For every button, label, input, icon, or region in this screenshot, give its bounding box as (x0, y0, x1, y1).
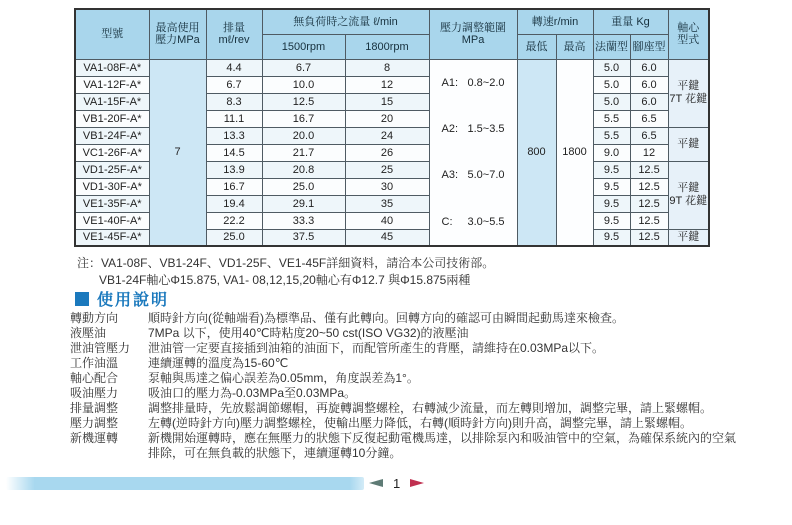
weight-foot-cell: 12.5 (630, 229, 668, 246)
flow-1800-cell: 26 (345, 144, 429, 161)
pressure-range-item: A2: 1.5~3.5 (441, 123, 505, 136)
model-cell: VE1-40F-A* (75, 212, 149, 229)
flow-1500-cell: 20.0 (262, 127, 345, 144)
usage-label: 泄油管壓力 (70, 341, 131, 355)
header-max-pressure (149, 9, 206, 59)
header-displacement-line1: 排量 (223, 22, 245, 35)
blue-square-icon (75, 292, 89, 306)
displacement-cell: 11.1 (206, 110, 262, 127)
flow-1800-cell: 30 (345, 178, 429, 195)
model-cell: VA1-12F-A* (75, 76, 149, 93)
flow-1800-cell: 20 (345, 110, 429, 127)
weight-flange-cell: 5.5 (593, 110, 630, 127)
usage-label: 軸心配合 (70, 371, 119, 385)
usage-label: 壓力調整 (70, 416, 119, 430)
header-pressure-range-line1: 壓力調整範圍 (440, 22, 506, 35)
displacement-cell: 19.4 (206, 195, 262, 212)
weight-flange-cell: 5.0 (593, 76, 630, 93)
usage-row (70, 416, 738, 431)
header-weight-foot: 腳座型 (630, 34, 668, 59)
speed-max-cell: 1800 (556, 59, 593, 246)
header-displacement (206, 9, 262, 59)
pressure-range-cell (429, 59, 517, 246)
shaft-type-line: 9T 花鍵 (669, 195, 708, 207)
model-cell: VC1-26F-A* (75, 144, 149, 161)
usage-section-header (75, 287, 169, 310)
shaft-type-cell (668, 161, 709, 229)
flow-1500-cell: 37.5 (262, 229, 345, 246)
usage-text: 順時針方向(從軸端看)為標準品、僅有此轉向。回轉方向的確認可由瞬間起動馬達來檢查。 (148, 311, 624, 325)
weight-flange-cell: 9.0 (593, 144, 630, 161)
flow-1800-cell: 12 (345, 76, 429, 93)
flow-1500-cell: 12.5 (262, 93, 345, 110)
header-flow: 無負荷時之流量 ℓ/min (262, 9, 429, 34)
pressure-range-item: A3: 5.0~7.0 (441, 169, 505, 182)
flow-1800-cell: 8 (345, 59, 429, 76)
displacement-cell: 13.3 (206, 127, 262, 144)
usage-row (70, 341, 738, 356)
displacement-cell: 16.7 (206, 178, 262, 195)
flow-1500-cell: 21.7 (262, 144, 345, 161)
usage-label: 工作油溫 (70, 356, 119, 370)
usage-label: 吸油壓力 (70, 386, 119, 400)
model-cell: VB1-24F-A* (75, 127, 149, 144)
weight-flange-cell: 5.0 (593, 93, 630, 110)
displacement-cell: 14.5 (206, 144, 262, 161)
flow-1500-cell: 16.7 (262, 110, 345, 127)
usage-row (70, 401, 738, 416)
spec-table-body (75, 59, 709, 246)
flow-1800-cell: 40 (345, 212, 429, 229)
flow-1500-cell: 20.8 (262, 161, 345, 178)
weight-flange-cell: 9.5 (593, 178, 630, 195)
model-cell: VD1-30F-A* (75, 178, 149, 195)
usage-label: 液壓油 (70, 326, 107, 340)
flow-1800-cell: 25 (345, 161, 429, 178)
note-line-1: 注：VA1-08F、VB1-24F、VD1-25F、VE1-45F詳細資料，請洽本公司技術部。 (77, 256, 495, 270)
weight-foot-cell: 12 (630, 144, 668, 161)
usage-text: 左轉(逆時針方向)壓力調整螺栓，使輸出壓力降低，右轉(順時針方向)則升高，調整完畢，請上緊螺帽。 (148, 416, 692, 430)
header-speed: 轉速r/min (517, 9, 593, 34)
note-line-2: VB1-24F軸心Φ15.875, VA1- 08,12,15,20軸心有Φ12.7 與Φ15.875兩種 (99, 273, 471, 287)
usage-row (70, 326, 738, 341)
weight-flange-cell: 5.5 (593, 127, 630, 144)
header-weight: 重量 Kg (593, 9, 668, 34)
pressure-range-list (430, 60, 517, 245)
displacement-cell: 22.2 (206, 212, 262, 229)
usage-text: 泄油管一定要直接插到油箱的油面下，而配管所產生的背壓，請維持在0.03MPa以下。 (148, 341, 605, 355)
flow-1800-cell: 35 (345, 195, 429, 212)
usage-row (70, 311, 738, 326)
flow-1500-cell: 10.0 (262, 76, 345, 93)
header-speed-max: 最高 (556, 34, 593, 59)
displacement-cell: 13.9 (206, 161, 262, 178)
spec-table-container (74, 8, 710, 247)
weight-foot-cell: 6.0 (630, 93, 668, 110)
weight-foot-cell: 12.5 (630, 212, 668, 229)
header-max-pressure-line2: 壓力MPa (155, 34, 200, 47)
weight-foot-cell: 6.5 (630, 110, 668, 127)
header-shaft-type-line1: 軸心 (677, 22, 700, 35)
shaft-type-line: 平鍵 (677, 182, 700, 194)
header-model: 型號 (75, 9, 149, 59)
usage-instructions (70, 311, 738, 461)
model-cell: VD1-25F-A* (75, 161, 149, 178)
weight-foot-cell: 6.0 (630, 59, 668, 76)
shaft-type-cell (668, 59, 709, 127)
flow-1500-cell: 6.7 (262, 59, 345, 76)
shaft-type-line: 平鍵 (677, 80, 700, 92)
usage-row (70, 386, 738, 401)
next-page-arrow-icon[interactable] (410, 479, 424, 487)
weight-flange-cell: 9.5 (593, 212, 630, 229)
usage-text: 7MPa 以下，使用40℃時粘度20~50 cst(ISO VG32)的液壓油 (148, 326, 469, 340)
displacement-cell: 6.7 (206, 76, 262, 93)
usage-label: 新機運轉 (70, 431, 119, 445)
shaft-type-line: 平鍵 (677, 230, 700, 243)
usage-section-title: 使用說明 (97, 292, 170, 309)
displacement-cell: 8.3 (206, 93, 262, 110)
flow-1800-cell: 15 (345, 93, 429, 110)
usage-text: 新機開始運轉時，應在無壓力的狀態下反復起動電機馬達，以排除泵內和吸油管中的空氣，為確保系統內的空氣排除，可在無負載的狀態下，連續運轉10分鐘。 (148, 431, 737, 460)
pressure-range-item: A1: 0.8~2.0 (441, 76, 505, 89)
shaft-type-line: 平鍵 (677, 137, 700, 150)
model-cell: VA1-08F-A* (75, 59, 149, 76)
usage-row (70, 356, 738, 371)
usage-text: 吸油口的壓力為-0.03MPa至0.03MPa。 (148, 386, 357, 400)
footer-highlight-bar (6, 477, 364, 490)
usage-text: 調整排量時，先放鬆調節螺帽，再旋轉調整螺栓，右轉減少流量，而左轉則增加，調整完畢，請上緊螺帽。 (148, 401, 713, 415)
header-pressure-range (429, 9, 517, 59)
usage-text: 連續運轉的溫度為15-60℃ (148, 356, 289, 370)
shaft-type-line: 7T 花鍵 (669, 93, 708, 105)
header-max-pressure-line1: 最高使用 (155, 22, 200, 35)
usage-row (70, 371, 738, 386)
spec-table (74, 8, 710, 247)
usage-label: 排量調整 (70, 401, 119, 415)
model-cell: VE1-35F-A* (75, 195, 149, 212)
table-row (75, 59, 709, 76)
header-shaft-type-line2: 型式 (677, 34, 700, 47)
usage-row (70, 431, 738, 461)
weight-flange-cell: 9.5 (593, 229, 630, 246)
table-notes (77, 255, 494, 289)
header-flow-1500rpm: 1500rpm (262, 34, 345, 59)
header-displacement-line2: mℓ/rev (218, 34, 250, 47)
model-cell: VE1-45F-A* (75, 229, 149, 246)
weight-flange-cell: 9.5 (593, 195, 630, 212)
weight-flange-cell: 9.5 (593, 161, 630, 178)
flow-1800-cell: 24 (345, 127, 429, 144)
pressure-range-item: C: 3.0~5.5 (441, 215, 505, 228)
weight-foot-cell: 12.5 (630, 178, 668, 195)
usage-text: 泵軸與馬達之偏心誤差為0.05mm，角度誤差為1°。 (148, 371, 419, 385)
usage-label: 轉動方向 (70, 311, 119, 325)
flow-1500-cell: 29.1 (262, 195, 345, 212)
page-navigator (369, 472, 424, 494)
shaft-type-cell (668, 229, 709, 246)
page-number: 1 (393, 475, 401, 491)
weight-foot-cell: 6.5 (630, 127, 668, 144)
header-flow-1800rpm: 1800rpm (345, 34, 429, 59)
flow-1500-cell: 33.3 (262, 212, 345, 229)
weight-flange-cell: 5.0 (593, 59, 630, 76)
header-speed-min: 最低 (517, 34, 556, 59)
header-pressure-range-line2: MPa (461, 34, 485, 47)
previous-page-arrow-icon[interactable] (369, 479, 383, 487)
weight-foot-cell: 12.5 (630, 195, 668, 212)
model-cell: VA1-15F-A* (75, 93, 149, 110)
flow-1800-cell: 45 (345, 229, 429, 246)
flow-1500-cell: 25.0 (262, 178, 345, 195)
header-shaft-type (668, 9, 709, 59)
displacement-cell: 4.4 (206, 59, 262, 76)
shaft-type-cell (668, 127, 709, 161)
weight-foot-cell: 12.5 (630, 161, 668, 178)
displacement-cell: 25.0 (206, 229, 262, 246)
model-cell: VB1-20F-A* (75, 110, 149, 127)
spec-table-header (75, 9, 709, 59)
max-pressure-cell: 7 (149, 59, 206, 246)
speed-min-cell: 800 (517, 59, 556, 246)
header-weight-flange: 法蘭型 (593, 34, 630, 59)
weight-foot-cell: 6.0 (630, 76, 668, 93)
